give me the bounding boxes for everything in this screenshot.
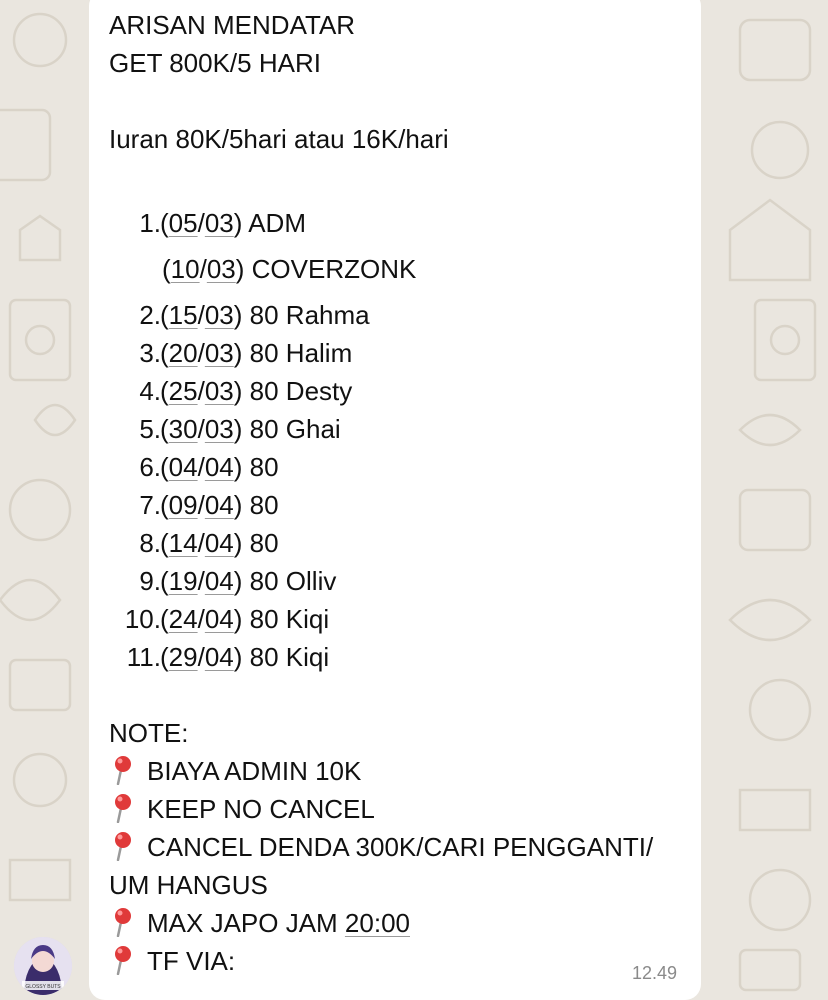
list-item: 4. (25/03) 80 Desty [109,372,699,410]
date-link[interactable]: 03 [204,338,234,368]
pushpin-icon [109,831,135,861]
date-link[interactable]: 05 [168,208,198,238]
date-link[interactable]: 24 [168,604,198,634]
date-link[interactable]: 04 [204,566,234,596]
blank-line [109,82,699,120]
list-item-text: 80 [242,452,279,482]
date-link[interactable]: 03 [206,254,236,284]
message-text [109,6,699,980]
list-number: 7. [139,490,161,520]
date-link[interactable]: 15 [168,300,198,330]
list-number: 4. [139,376,161,406]
list-item: 9. (19/04) 80 Olliv [109,562,699,600]
list-item: 2. (15/03) 80 Rahma [109,296,699,334]
list-item: 6. (04/04) 80 [109,448,699,486]
pushpin-icon [109,793,135,823]
list-item-text: 80 Halim [242,338,353,368]
fee-text: Iuran 80K/5hari atau 16K/hari [109,124,449,154]
list-number: 10. [124,604,161,634]
date-link[interactable]: 04 [204,642,234,672]
date-link[interactable]: 19 [168,566,198,596]
pushpin-icon [109,945,135,975]
list-number: 3. [139,338,161,368]
list-item-text: COVERZONK [244,254,417,284]
list-item: 3. (20/03) 80 Halim [109,334,699,372]
list-item-text: 80 Kiqi [242,604,330,634]
note-text: TF VIA: [147,946,236,976]
avatar-image [14,937,72,995]
list-number: 6. [139,452,161,482]
blank-line [109,196,699,204]
date-link[interactable]: 03 [204,208,234,238]
list-item: (10/03) COVERZONK [162,254,417,284]
date-link[interactable]: 03 [204,376,234,406]
date-link[interactable]: 09 [168,490,198,520]
date-link[interactable]: 30 [168,414,198,444]
list-item-text: 80 Ghai [242,414,341,444]
note-item [109,828,699,866]
list-number: 5. [139,414,161,444]
list-item-text: ADM [242,208,306,238]
date-link[interactable]: 04 [204,490,234,520]
avatar[interactable] [14,937,72,995]
list-item: 1. (05/03) ADM [109,204,699,250]
note-item [109,942,699,980]
list-item-text: 80 Kiqi [242,642,330,672]
message-timestamp: 12.49 [632,963,678,983]
message-subtitle: GET 800K/5 HARI [109,48,321,78]
list-number: 2. [139,300,161,330]
pushpin-icon [109,907,135,937]
note-label: NOTE: [109,718,189,748]
list-item-text: 80 Rahma [242,300,370,330]
note-text: CANCEL DENDA 300K/CARI PENGGANTI/ [147,832,654,862]
time-link[interactable]: 20:00 [344,908,410,938]
list-item: 8. (14/04) 80 [109,524,699,562]
pushpin-icon [109,755,135,785]
note-text: BIAYA ADMIN 10K [147,756,362,786]
list-number: 11. [126,642,161,672]
blank-line [109,676,699,714]
date-link[interactable]: 20 [168,338,198,368]
list-number: 1. [139,208,161,238]
note-item [109,752,699,790]
date-link[interactable]: 25 [168,376,198,406]
list-item: 7. (09/04) 80 [109,486,699,524]
list-item: 11. (29/04) 80 Kiqi [109,638,699,676]
list-item: 5. (30/03) 80 Ghai [109,410,699,448]
date-link[interactable]: 29 [168,642,198,672]
list-item-text: 80 Desty [242,376,353,406]
note-item [109,790,699,828]
list-number: 9. [139,566,161,596]
list-number: 8. [139,528,161,558]
list-item-text: 80 [242,528,279,558]
message-title: ARISAN MENDATAR [109,10,356,40]
note-text: KEEP NO CANCEL [147,794,375,824]
list-item: 10. (24/04) 80 Kiqi [109,600,699,638]
date-link[interactable]: 04 [204,528,234,558]
date-link[interactable]: 04 [204,452,234,482]
list-item-text: 80 [242,490,279,520]
svg-text:GLOSSY BUTS: GLOSSY BUTS [25,984,61,990]
date-link[interactable]: 14 [168,528,198,558]
note-continuation: UM HANGUS [109,870,268,900]
date-link[interactable]: 04 [168,452,198,482]
note-text: MAX JAPO JAM [147,908,345,938]
list-item-text: 80 Olliv [242,566,337,596]
date-link[interactable]: 10 [170,254,200,284]
date-link[interactable]: 03 [204,300,234,330]
date-link[interactable]: 03 [204,414,234,444]
date-link[interactable]: 04 [204,604,234,634]
blank-line [109,158,699,196]
note-item [109,904,699,942]
